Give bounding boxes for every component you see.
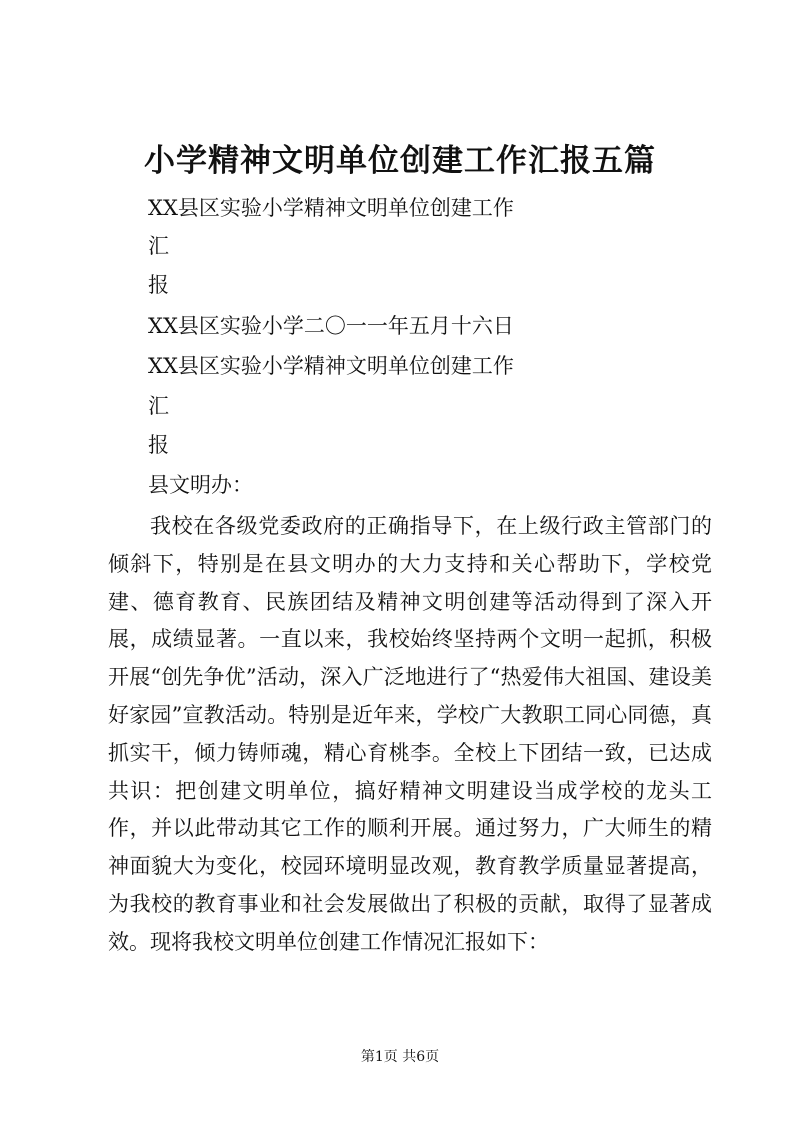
header-line-school-report-2: XX县区实验小学精神文明单位创建工作 [148,354,514,378]
header-line-school-report: XX县区实验小学精神文明单位创建工作 [148,196,514,220]
body-paragraph: 我校在各级党委政府的正确指导下，在上级行政主管部门的倾斜下，特别是在县文明办的大力支持和关心帮助下，学校党建、德育教育、民族团结及精神文明创建等活动得到了深入开展，成绩显著。一直以来，我校始终坚持两个文明一起抓，积极开展“创先争优”活动，深入广泛地进行了“热爱伟大祖国、建设美好家园”宣教活动。特别是近年来，学校广大教职工同心同德，真抓实干，倾力铸师魂，精心育桃李。全校上下团结一致，已达成共识：把创建文明单位，搞好精神文明建设当成学校的龙头工作，并以此带动其它工作的顺利开展。通过努力，广大师生的精神面貌大为变化，校园环境明显改观，教育教学质量显著提高，为我校的教育事业和社会发展做出了积极的贡献，取得了显著成效。现将我校文明单位创建工作情况汇报如下： [108,514,712,954]
header-line-bao-2: 报 [148,433,169,457]
page-footer: 第1页 共6页 [360,1049,440,1065]
document-title: 小学精神文明单位创建工作汇报五篇 [144,143,656,179]
header-line-hui-2: 汇 [148,394,169,418]
header-line-hui: 汇 [148,234,169,258]
salutation: 县文明办： [148,473,253,497]
header-line-date: XX县区实验小学二〇一一年五月十六日 [148,314,514,338]
header-line-bao: 报 [148,273,169,297]
